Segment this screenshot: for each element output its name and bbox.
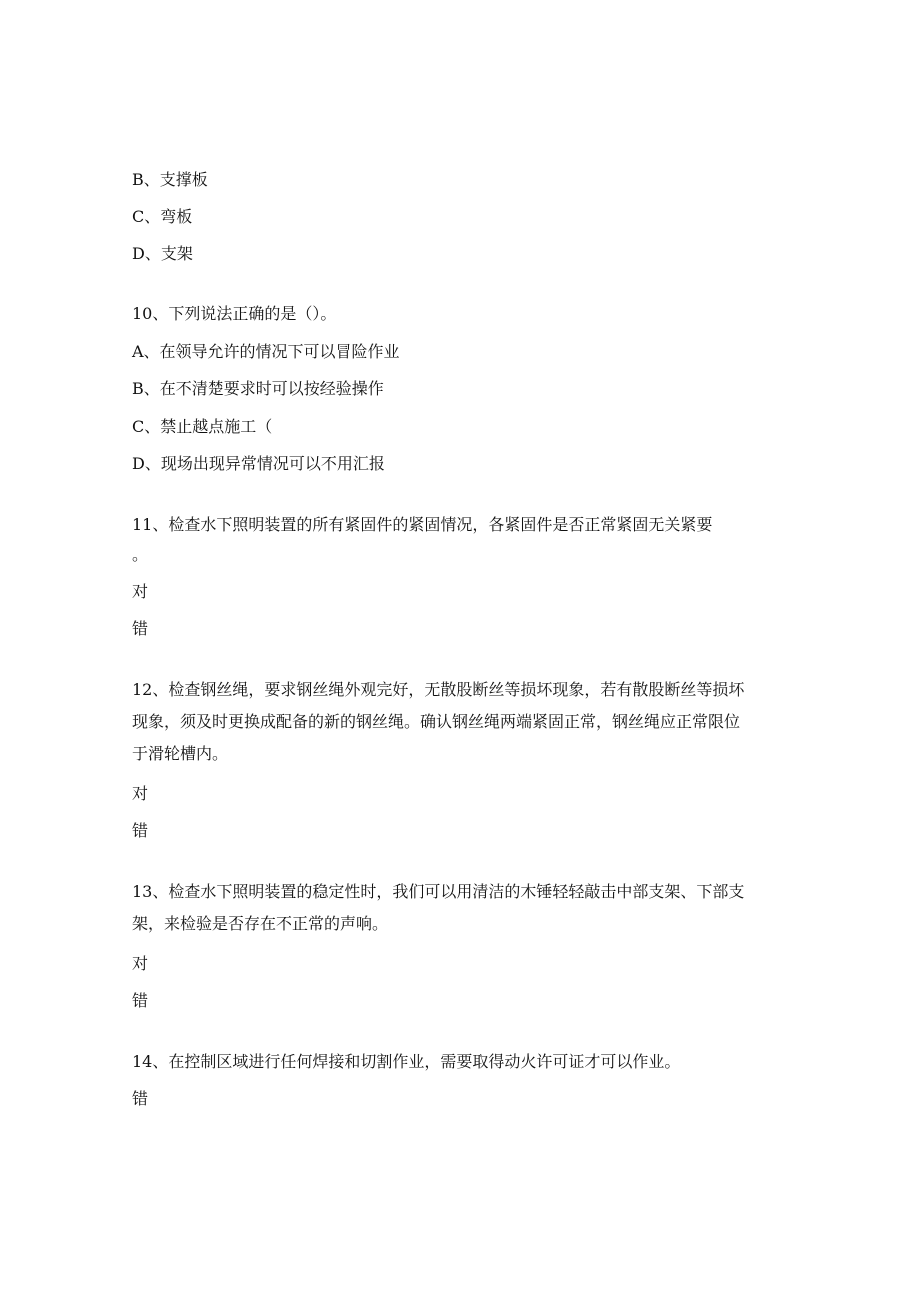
q10-option-a: A、在领导允许的情况下可以冒险作业	[132, 342, 400, 361]
q9-option-b: B、支撑板	[132, 170, 208, 189]
q12-option-false: 错	[132, 821, 149, 840]
q13-option-true: 对	[132, 954, 149, 973]
q13-option-false: 错	[132, 991, 149, 1010]
q14-option-false: 错	[132, 1089, 149, 1108]
q12-question-line1: 12、检查钢丝绳，要求钢丝绳外观完好，无散股断丝等损坏现象，若有散股断丝等损坏	[132, 680, 745, 699]
q10-question: 10、下列说法正确的是（）。	[132, 304, 337, 323]
q12-question-line3: 于滑轮槽内。	[132, 744, 229, 763]
q11-question-line2: 。	[132, 545, 149, 564]
q9-option-d: D、支架	[132, 244, 193, 263]
q12-option-true: 对	[132, 784, 149, 803]
q11-question-line1: 11、检查水下照明装置的所有紧固件的紧固情况，各紧固件是否正常紧固无关紧要	[132, 515, 713, 534]
q9-option-c: C、弯板	[132, 207, 193, 226]
q11-option-true: 对	[132, 582, 149, 601]
q13-question-line2: 架，来检验是否存在不正常的声响。	[132, 914, 389, 933]
q10-option-b: B、在不清楚要求时可以按经验操作	[132, 379, 384, 398]
q12-question-line2: 现象，须及时更换成配备的新的钢丝绳。确认钢丝绳两端紧固正常，钢丝绳应正常限位	[132, 712, 741, 731]
q10-option-d: D、现场出现异常情况可以不用汇报	[132, 454, 385, 473]
q13-question-line1: 13、检查水下照明装置的稳定性时，我们可以用清洁的木锤轻轻敲击中部支架、下部支	[132, 882, 745, 901]
q11-option-false: 错	[132, 619, 149, 638]
q14-question: 14、在控制区域进行任何焊接和切割作业，需要取得动火许可证才可以作业。	[132, 1052, 681, 1071]
q10-option-c: C、禁止越点施工（	[132, 417, 273, 436]
